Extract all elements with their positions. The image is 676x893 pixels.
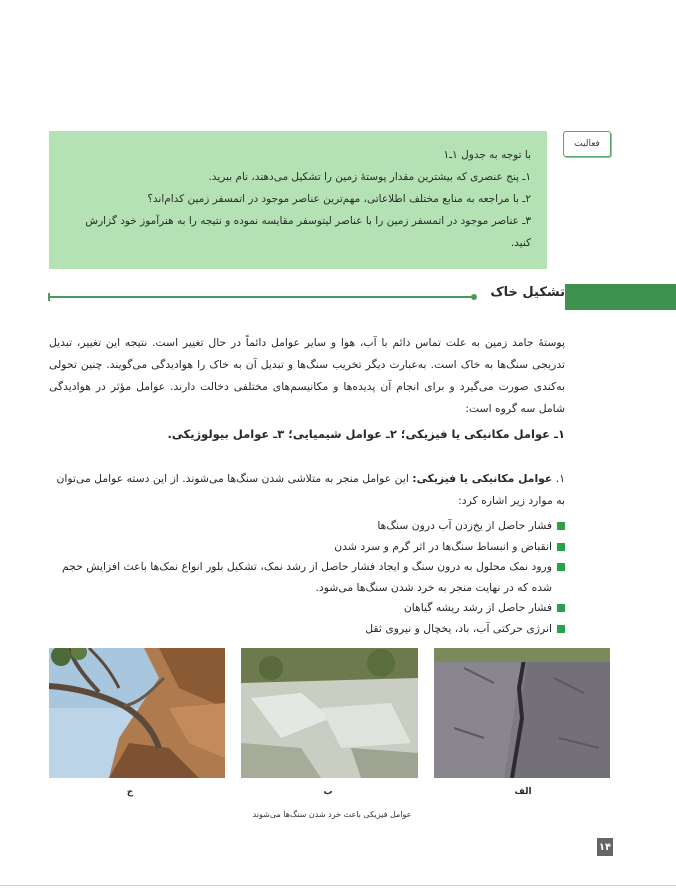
physical-term: عوامل مکانیکی یا فیزیکی:: [412, 472, 553, 485]
figure-label-a: الف: [514, 787, 532, 797]
section-rule: [49, 296, 475, 298]
activity-item: ۲ـ با مراجعه به منابع مختلف اطلاعاتی، مهم‌ترین عناصر موجود در اتمسفر زمین کدام‌اند؟: [147, 193, 531, 205]
photo-cracked-rock: [434, 648, 610, 778]
photo-tree-roots: [49, 648, 225, 778]
bullet-square-icon: [557, 522, 565, 530]
figure-caption: عوامل فیزیکی باعث خرد شدن سنگ‌ها می‌شوند: [252, 810, 412, 819]
bullet-square-icon: [557, 543, 565, 551]
list-item: [49, 619, 565, 640]
physical-number: ۱.: [555, 472, 565, 485]
list-item-text: فشار حاصل از یخ‌زدن آب درون سنگ‌ها: [377, 519, 552, 532]
section-accent-bar: [565, 284, 676, 310]
list-item-text: فشار حاصل از رشد ریشه گیاهان: [403, 601, 552, 614]
weathering-groups-heading: ۱ـ عوامل مکانیکی یا فیزیکی؛ ۲ـ عوامل شیمیایی؛ ۳ـ عوامل بیولوژیکی.: [167, 427, 565, 441]
photo-salt-rock: [241, 648, 418, 778]
figure-label-b: ب: [323, 787, 333, 797]
activity-tag: فعالیت: [563, 131, 611, 157]
physical-factors-paragraph: [49, 468, 565, 512]
activity-intro: با توجه به جدول ۱ـ۱: [443, 149, 531, 161]
activity-item: ۳ـ عناصر موجود در اتمسفر زمین را با عناصر لیتوسفر مقایسه نموده و نتیجه را به هنرآموز خود گزارش کنید.: [85, 215, 531, 249]
list-item-text: انقباض و انبساط سنگ‌ها در اثر گرم و سرد شدن: [334, 539, 552, 553]
list-item: [49, 516, 565, 537]
figure-label-c: ج: [126, 787, 134, 797]
activity-box: [49, 131, 547, 269]
body-paragraph: پوستهٔ جامد زمین به علت تماس دائم با آب، هوا و سایر عوامل دائماً در حال تغییر است. نتیجه این تغییر، تبدیل تدریجی سنگ‌ها به خاک است. به‌عبارت دیگر تخریب سنگ‌ها و تبدیل آن به خاک را هوادیدگی می‌گویند. چنین تحولی به‌کندی صورت می‌گیرد و برای انجام آن پدیده‌ها و مکانیسم‌های مختلفی دخالت دارند. عوامل مؤثر در هوادیدگی شامل سه گروه است:: [49, 336, 565, 415]
list-item-text: انرژی حرکتی آب، باد، یخچال و نیروی ثقل: [365, 621, 552, 635]
section-dot: [471, 294, 477, 300]
list-item: [49, 537, 565, 558]
physical-text: این عوامل منجر به متلاشی شدن سنگ‌ها می‌شوند. از این دسته عوامل می‌توان به موارد زیر اشاره کرد:: [56, 472, 565, 507]
list-item-text: ورود نمک محلول به درون سنگ و ایجاد فشار حاصل از رشد نمک، تشکیل بلور انواع نمک‌ها باعث افزایش حجم شده که در نهایت منجر به خرد شدن سنگ‌ها می‌شود.: [61, 560, 552, 594]
physical-factors-list: [49, 516, 565, 639]
section-title: تشکیل خاک: [490, 285, 565, 300]
page-number: ۱۴: [597, 838, 613, 856]
activity-item: ۱ـ پنج عنصری که بیشترین مقدار پوستهٔ زمین را تشکیل می‌دهند، نام ببرید.: [208, 171, 531, 183]
section-header: [49, 284, 676, 310]
bullet-square-icon: [557, 625, 565, 633]
bullet-square-icon: [557, 563, 565, 571]
page-bottom-rule: [0, 885, 676, 886]
bullet-square-icon: [557, 604, 565, 612]
list-item: [49, 598, 565, 619]
list-item: [49, 557, 565, 598]
